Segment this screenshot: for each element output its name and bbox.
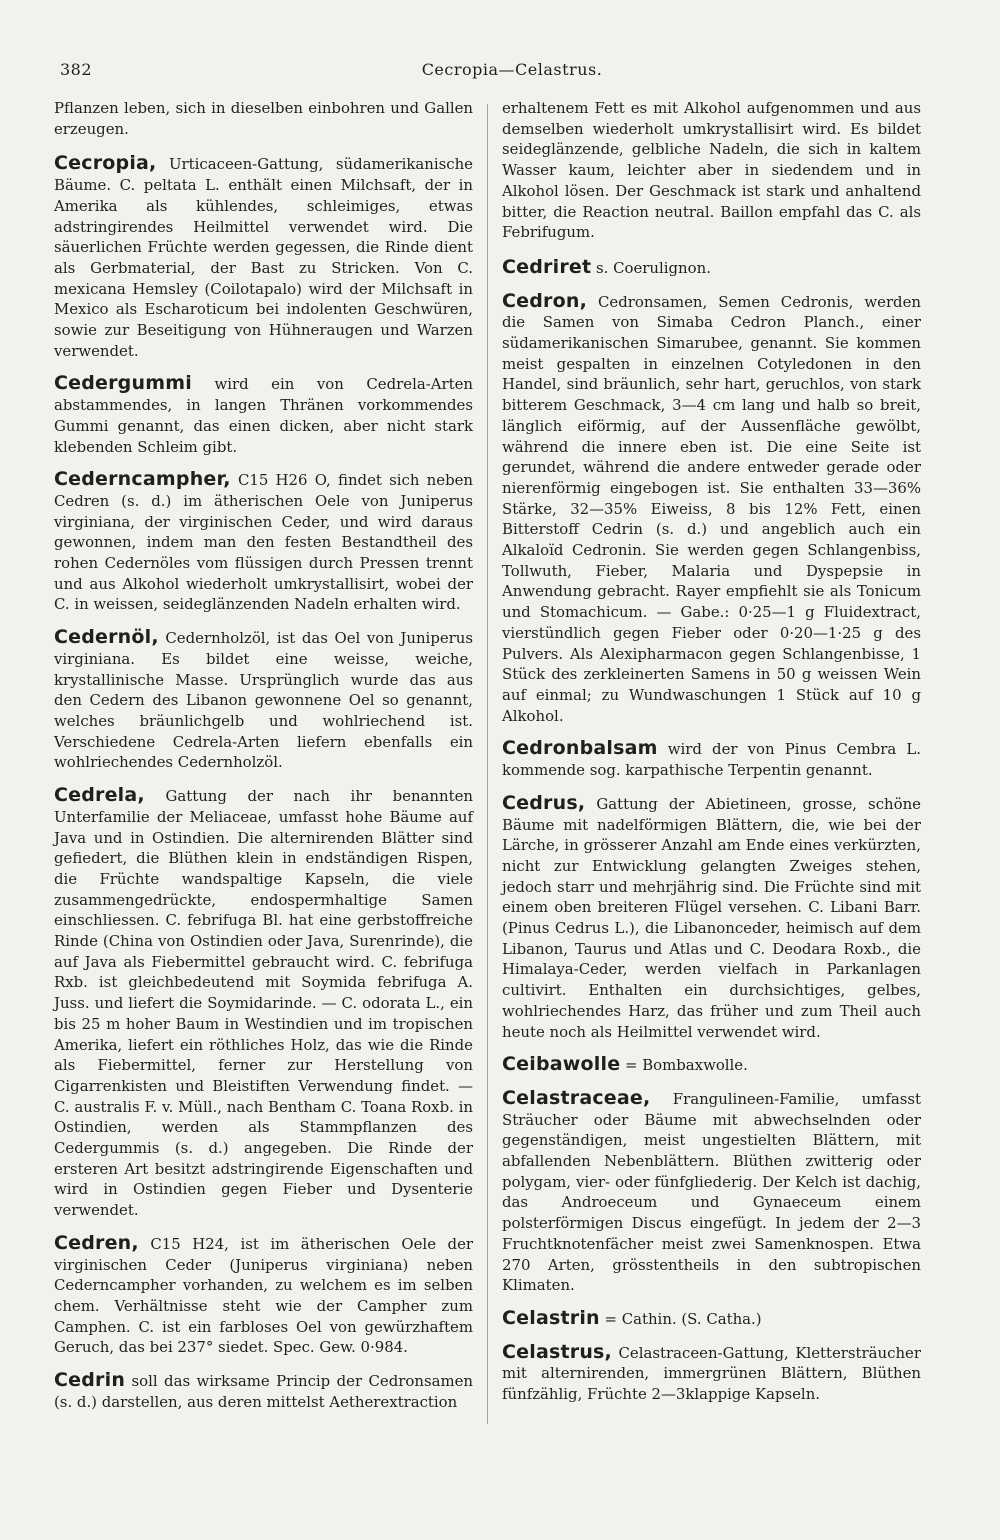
entry-text: s. Coerulignon. <box>596 258 711 277</box>
entry-text: = Cathin. (S. Catha.) <box>604 1309 762 1328</box>
entry-cedrin <box>54 1370 473 1412</box>
entry-text: Celastraceen-Gattung, Klettersträucher mit alternirenden, immergrünen Blättern, Blüthen fünfzählig, Früchte 2—3klappige Kapseln. <box>502 1343 921 1404</box>
entry-headword: Cedrela, <box>54 784 145 807</box>
entry-cedren <box>54 1233 473 1358</box>
entry-cedrela <box>54 785 473 1221</box>
entry-headword: Cedron, <box>502 289 587 312</box>
entry-continuation <box>54 98 473 139</box>
running-title: Cecropia—Celastrus. <box>421 60 603 79</box>
entry-continuation <box>502 98 921 243</box>
entry-cedronbalsam <box>502 738 921 780</box>
entry-text: Frangulineen-Familie, umfasst Sträucher oder Bäume mit abwechselnden oder gegenständigen, meist ungestielten Blättern, mit abfallenden Nebenblättern. Blüthen zwitterig oder polygam, vier- oder fünfgliederig. Der Kelch ist dachig, das Androeceum und Gynaeceum einem polsterförmigen Discus eingefügt. In jedem der 2—3 Fruchtknotenfächer meist zwei Samenknospen. Etwa 270 Arten, grösstentheils in den subtropischen Klimaten. <box>502 1089 921 1295</box>
entry-headword: Celastraceae, <box>502 1086 651 1109</box>
entry-text: Cedernholzöl, ist das Oel von Juniperus virginiana. Es bildet eine weisse, weiche, krystallinische Masse. Ursprünglich wurde das aus den Cedern des Libanon gewonnene Oel so genannt, welches bräunlichgelb und wohlriechend ist. Verschiedene Cedrela-Arten liefern ebenfalls ein wohlriechendes Cedernholzöl. <box>54 629 474 772</box>
entry-text: wird ein von Cedrela-Arten abstammendes, in langen Thränen vorkommendes Gummi genannt, das einen dicken, aber nicht stark klebenden Schleim gibt. <box>54 375 473 456</box>
entry-headword: Cecropia, <box>54 152 157 175</box>
entry-celastrin <box>502 1308 921 1330</box>
entry-text: Gattung der Abietineen, grosse, schöne Bäume mit nadelförmigen Blättern, die, wie bei der Lärche, in grösserer Anzahl am Ende eines verkürzten, nicht zur Entwicklung gelangten Zweiges stehen, jedoch starr und mehrjährig sind. Die Früchte sind mit einem oben breiteren Flügel versehen. C. Libani Barr. (Pinus Cedrus L.), die Libanonceder, heimisch auf dem Libanon, Taurus und Atlas und C. Deodara Roxb., die Himalaya-Ceder, werden vielfach in Parkanlagen cultivirt. Enthalten ein durchsichtiges, gelbes, wohlriechendes Harz, das früher und zum Theil auch heute noch als Heilmittel verwendet wird. <box>502 794 921 1041</box>
column-divider <box>487 104 488 1424</box>
entry-cedron <box>502 291 921 727</box>
entry-cedrus <box>502 793 921 1042</box>
entry-cecropia <box>54 153 473 361</box>
entry-text: wird der von Pinus Cembra L. kommende sog. karpathische Terpentin genannt. <box>502 740 922 780</box>
entry-cedernoel <box>54 627 473 773</box>
entry-cedergummi <box>54 373 473 457</box>
left-column <box>54 98 487 1424</box>
entry-text: Pflanzen leben, sich in dieselben einbohren und Gallen erzeugen. <box>54 99 473 138</box>
entry-text: erhaltenem Fett es mit Alkohol aufgenommen und aus demselben wiederholt umkrystallisirt wird. Es bildet seideglänzende, gelbliche Nadeln, die sich in kaltem Wasser kaum, leichter aber in siedendem und in Alkohol lösen. Der Geschmack ist stark und anhaltend bitter, die Reaction neutral. Baillon empfahl das C. als Febrifugum. <box>502 99 921 242</box>
entry-cedriret <box>502 257 921 279</box>
text-columns <box>54 98 970 1424</box>
entry-headword: Cedernöl, <box>54 626 159 649</box>
entry-headword: Cedrus, <box>502 791 586 814</box>
page-header <box>54 56 970 88</box>
entry-celastrus <box>502 1342 921 1405</box>
entry-text: C15 H26 O, findet sich neben Cedren (s. d.) im ätherischen Oele von Juniperus virginiana, der virginischen Ceder, und wird daraus gewonnen, indem man den festen Bestandtheil des rohen Cedernöles vom flüssigen durch Pressen trennt und aus Alkohol wiederholt umkrystallisirt, wobei der C. in weissen, seideglänzenden Nadeln erhalten wird. <box>54 471 474 614</box>
entry-text: Urticaceen-Gattung, südamerikanische Bäume. C. peltata L. enthält einen Milchsaft, der in Amerika als kühlendes, schleimiges, etwas adstringirendes Heilmittel verwendet wird. Die säuerlichen Früchte werden gegessen, die Rinde dient als Gerbmaterial, der Bast zu Stricken. Von C. mexicana Hemsley (Coilotapalo) wird der Milchsaft in Mexico als Escharoticum bei indolenten Geschwüren, sowie zur Beseitigung von Hühneraugen und Warzen verwendet. <box>54 155 473 360</box>
entry-headword: Cedronbalsam <box>502 737 658 760</box>
entry-text: Cedronsamen, Semen Cedronis, werden die Samen von Simaba Cedron Planch., einer südamerikanischen Simarubee, genannt. Sie kommen meist gespalten in einzelnen Cotyledonen in den Handel, sind bräunlich, sehr hart, geruchlos, von stark bitterem Geschmack, 3—4 cm lang und halb so breit, länglich eiförmig, auf der Aussenfläche gewölbt, während die innere eben ist. Die eine Seite ist gerundet, während die andere entweder gerade oder nierenförmig eingebogen ist. Sie enthalten 33—36% Stärke, 32—35% Eiweiss, 8 bis 12% Fett, einen Bitterstoff Cedrin (s. d.) und angeblich auch ein Alkaloïd Cedronin. Sie werden gegen Schlangenbiss, Tollwuth, Fieber, Malaria und Dyspepsie in Anwendung gebracht. Rayer empfiehlt sie als Tonicum und Stomachicum. — Gabe.: 0·25—1 g Fluidextract, vierstündlich gegen Fieber oder 0·20—1·25 g des Pulvers. Als Alexipharmacon gegen Schlangenbisse, 1 Stück des zerkleinerten Samens in 50 g weissen Wein auf einmal; zu Wundwaschungen 1 Stück auf 10 g Alkohol. <box>502 292 921 725</box>
entry-headword: Cedergummi <box>54 372 192 395</box>
entry-headword: Cederncampher, <box>54 468 231 491</box>
entry-text: soll das wirksame Princip der Cedronsamen (s. d.) darstellen, aus deren mittelst Aetherextraction <box>54 1372 473 1411</box>
entry-headword: Cedriret <box>502 255 592 278</box>
page-number: 382 <box>60 60 93 79</box>
entry-cederncampher <box>54 469 473 615</box>
entry-headword: Cedren, <box>54 1231 139 1254</box>
entry-text: = Bombaxwolle. <box>625 1056 748 1075</box>
entry-ceibawolle <box>502 1054 921 1076</box>
entry-headword: Ceibawolle <box>502 1053 621 1076</box>
entry-headword: Cedrin <box>54 1369 126 1392</box>
entry-text: C15 H24, ist im ätherischen Oele der virginischen Ceder (Juniperus virginiana) neben Cederncampher vorhanden, zu welchem es im selben chem. Verhältnisse steht wie der Campher zum Camphen. C. ist ein farbloses Oel von gewürzhaftem Geruch, das bei 237° siedet. Spec. Gew. 0·984. <box>54 1234 473 1357</box>
entry-headword: Celastrus, <box>502 1340 612 1363</box>
entry-headword: Celastrin <box>502 1306 600 1329</box>
right-column <box>488 98 921 1424</box>
entry-celastraceae <box>502 1088 921 1296</box>
entry-text: Gattung der nach ihr benannten Unterfamilie der Meliaceae, umfasst hohe Bäume auf Java und in Ostindien. Die alternirenden Blätter sind gefiedert, die Blüthen klein in endständigen Rispen, die Früchte wandspaltige Kapseln, die viele zusammengedrückte, endospermhaltige Samen einschliessen. C. febrifuga Bl. hat eine gerbstoffreiche Rinde (China von Ostindien oder Java, Surenrinde), die auf Java als Fiebermittel gebraucht wird. C. febrifuga Rxb. ist gleichbedeutend mit Soymida febrifuga A. Juss. und liefert die Soymidarinde. — C. odorata L., ein bis 25 m hoher Baum in Westindien und im tropischen Amerika, liefert ein röthliches Holz, das wie die Rinde als Fiebermittel, ferner zur Herstellung von Cigarrenkisten und Bleistiften Verwendung findet. — C. australis F. v. Müll., nach Bentham C. Toana Roxb. in Ostindien, werden als Stammpflanzen des Cedergummis (s. d.) angegeben. Die Rinde der ersteren Art besitzt adstringirende Eigenschaften und wird in Ostindien gegen Fieber und Dysenterie verwendet. <box>54 787 473 1220</box>
